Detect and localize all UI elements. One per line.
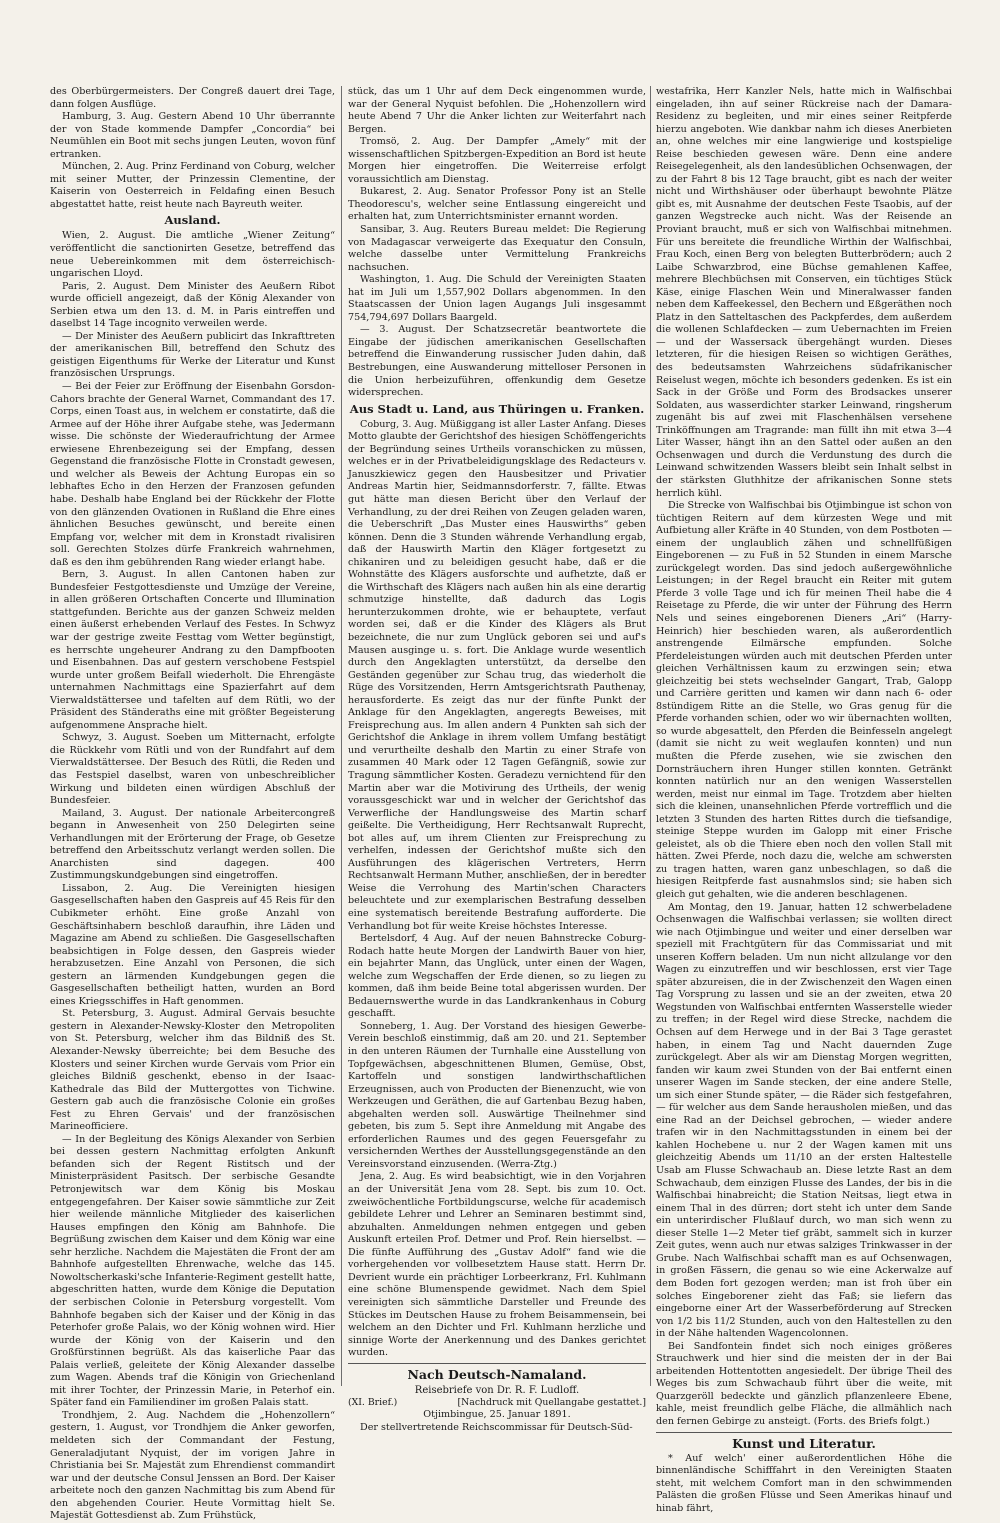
article-tromsoe: Tromsö, 2. Aug. Der Dampfer „Amely“ mit der wissenschaftlichen Spitzbergen-Expedition an Bord ist heute Morgen hier eingetroffen. Die Weiterreise erfolgt voraussichtlich am Dienstag. [348, 136, 646, 185]
feuilleton-paragraph: Die Strecke von Walfischbai bis Otjimbingue ist schon von tüchtigen Reitern auf dem kürzesten Wege und mit Aufbietung aller Kräfte in 40 Stunden, von dem Postboten — einem der unglaublich zähen und schnellfüßigen Eingeborenen — zu Fuß in 52 Stunden in einem Marsche zurückgelegt worden. Das sind jedoch außergewöhnliche Leistungen; in der Regel braucht ein Reiter mit gutem Pferde 3 volle Tage und ich für meinen Theil habe die 4 Reisetage zu Pferde, die wir unter der Führung des Herrn Nels und seines eingeborenen Dieners „Ari“ (Harry-Heinrich) hier beschieden waren, als außerordentlich anstrengende Eilmärsche empfunden. Solche Pferdeleistungen würden auch mit deutschen Pferden unter gleichen Verhältnissen kaum zu erzwingen sein; etwa gleichzeitig bei stets wechselnder Gangart, Trab, Galopp und Carrière geritten und kamen wir dann nach 6- oder 8stündigem Ritte an die Stelle, wo Gras genug für die Pferde vorhanden schien, oder wo wir übernachten wollten, so wurde abgesattelt, den Pferden die Beinfesseln angelegt (damit sie nicht zu weit weglaufen konnten) und nun mußten die Pferde zusehen, wie sie zwischen den Dornsträuchern ihren Hunger stillen konnten. Getränkt konnten natürlich nur an den wenigen Wasserstellen werden, meist nur einmal im Tage. Trotzdem aber hielten sich die kleinen, unansehnlichen Pferde vortrefflich und die letzten 3 Stunden des harten Rittes durch die tiefsandige, steinige Steppe wurden im Galopp mit einer Frische geleistet, als ob die Thiere eben noch den vollen Stall mit hätten. Zwei Pferde, noch dazu die, welche am schwersten zu tragen hatten, waren ganz unbeschlagen, so daß die hiesigen Reitpferde fast ausnahmslos sind; sie haben sich gleich gut gehalten, wie die anderen beschlagenen. [656, 500, 952, 900]
article-kunst: * Auf welch' einer außerordentlichen Höhe die binnenländische Schifffahrt in den Vereinigten Staaten steht, mit welchem Comfort man in den schwimmenden Palästen die großen Flüsse und Seen Amerikas hinauf und hinab fährt, [656, 1452, 952, 1514]
article-paragraph: — In der Begleitung des Königs Alexander von Serbien bei dessen gestern Nachmittag erfolgten Ankunft befanden sich der Regent Ristitsch und der Ministerpräsident Pasitsch. Der serbische Gesandte Petronjewitsch war dem König bis Moskau entgegengefahren. Der Kaiser sowie sämmtliche zur Zeit hier weilende männliche Mitglieder des kaiserlichen Hauses empfingen den König am Bahnhofe. Die Begrüßung zwischen dem Kaiser und dem König war eine sehr herzliche. Nachdem die Majestäten die Front der am Bahnhofe aufgestellten Ehrenwache, welche das 145. Nowoltscherkaski'sche Infanterie-Regiment gestellt hatte, abgeschritten hatten, wurde dem Könige die Deputation der serbischen Colonie in Petersburg vorgestellt. Vom Bahnhofe begaben sich der Kaiser und der König in das Peterhofer große Palais, wo der König wohnen wird. Hier wurde der König von der Kaiserin und den Großfürstinnen begrüßt. Als das kaiserliche Paar das Palais verließ, geleitete der König Alexander dasselbe zum Wagen. Abends traf die Königin von Griechenland mit ihrer Tochter, der Prinzessin Marie, in Peterhof ein. Später fand ein Familiendiner im großen Palais statt. [50, 1133, 335, 1409]
article-sansibar: Sansibar, 3. Aug. Reuters Bureau meldet: Die Regierung von Madagascar verweigerte das Exequatur den Consuln, welche dasselbe unter Vermittelung Frankreichs nachsuchen. [348, 224, 646, 273]
divider [656, 1432, 952, 1433]
column-rule-1 [341, 86, 342, 1386]
article-sonneberg: Sonneberg, 1. Aug. Der Vorstand des hiesigen Gewerbe-Verein beschloß einstimmig, daß am 20. und 21. September in den unteren Räumen der Turnhalle eine Ausstellung von Topfgewächsen, abgeschnittenen Blumen, Gemüse, Obst, Kartoffeln und sonstigen landwirthschaftlichen Erzeugnissen, auch von Producten der Bienenzucht, wie von Werkzeugen und Geräthen, die auf Gartenbau Bezug haben, abgehalten werden soll. Auswärtige Theilnehmer sind gebeten, bis zum 5. Sept ihre Anmeldung mit Angabe des erforderlichen Raumes und des gegen Feuersgefahr zu versichernden Werthes der Ausstellungsgegenstände an den Vereinsvorstand einzusenden. (Werra-Ztg.) [348, 1020, 646, 1170]
article-paragraph: — Bei der Feier zur Eröffnung der Eisenbahn Gorsdon-Cahors brachte der General Warnet, Commandant des 17. Corps, einen Toast aus, in welchem er constatirte, daß die Armee auf der Höhe ihrer Aufgabe stehe, was Jedermann wisse. Die schönste der Wiederaufrichtung der Armee erwiesene Ehrenbezeigung sei der Empfang, dessen Gegenstand die französische Flotte in Cronstadt gewesen, und welcher als Beweis der Achtung Europas ein so lebhaftes Echo in den Herzen der Franzosen gefunden habe. Deshalb habe England bei der Rückkehr der Flotte von den glänzenden Ovationen in Rußland die Ehre eines ähnlichen Besuches gewünscht, und bereite einen Empfang vor, welcher mit dem in Kronstadt rivalisiren soll. Gerechten Stolzes dürfe Frankreich wahrnehmen, daß es den ihm gebührenden Rang wieder erlangt habe. [50, 381, 335, 568]
article-bertelsdorf: Bertelsdorf, 4 Aug. Auf der neuen Bahnstrecke Coburg-Rodach hatte heute Morgen der Landwirth Bauer von hier, ein bejahrter Mann, das Unglück, unter einen der Wagen, welche zum Wegschaffen der Erde dienen, so zu liegen zu kommen, daß ihm beide Beine total abgerissen wurden. Der Bedauernswerthe wurde in das Landkrankenhaus in Coburg geschafft. [348, 933, 646, 1020]
column-rule-2 [650, 86, 651, 1386]
article-bukarest: Bukarest, 2. Aug. Senator Professor Pony ist an Stelle Theodorescu's, welcher seine Entlassung eingereicht und erhalten hat, zum Unterrichtsminister ernannt worden. [348, 186, 646, 223]
article-hamburg: Hamburg, 3. Aug. Gestern Abend 10 Uhr überrannte der von Stade kommende Dampfer „Concordia“ bei Neumühlen ein Boot mit sechs jungen Leuten, wovon fünf ertranken. [50, 111, 335, 160]
feuilleton-paragraph: Bei Sandfontein findet sich noch einiges größeres Strauchwerk und hier sind die meisten der in der Bai arbeitenden Hottentotten angesiedelt. Der übrige Theil des Weges bis zum Schwachaub führt über die weite, mit Quarzgeröll bedeckte und gänzlich pflanzenleere Ebene, kahle, meist freundlich gelbe Fläche, die allmählich nach den fernen Gebirge zu ansteigt. (Forts. des Briefs folgt.) [656, 1340, 952, 1427]
article-jena: Jena, 2. Aug. Es wird beabsichtigt, wie in den Vorjahren an der Universität Jena vom 28. Sept. bis zum 10. Oct. zweiwöchentliche Fortbildungscurse, welche für academisch gebildete Lehrer und Lehrer an Seminaren bestimmt sind, abzuhalten. Anmeldungen nehmen entgegen und geben Auskunft erteilen Prof. Detmer und Prof. Rein hierselbst. — Die fünfte Aufführung des „Gustav Adolf“ fand wie die vorhergehenden vor vollbesetztem Hause statt. Herrn Dr. Devrient wurde ein prächtiger Lorbeerkranz, Frl. Kuhlmann eine schöne Blumenspende gewidmet. Nach dem Spiel vereinigten sich sämmtliche Darsteller und Freunde des Stückes im Deutschen Hause zu frohem Beisammensein, bei welchem an den Dichter und Frl. Kuhlmann herzliche und sinnige Worte der Anerkennung und des Dankes gerichtet wurden. [348, 1171, 646, 1359]
feuilleton-paragraph: Am Montag, den 19. Januar, hatten 12 schwerbeladene Ochsenwagen die Walfischbai verlassen; sie wollten direct wie nach Otjimbingue und weiter und einer derselben war speziell mit Frachtgütern für das Commissariat und mit unseren Koffern beladen. Um nun nicht allzulange vor den Wagen zu einzutreffen und wir beschlossen, erst vier Tage später abzureisen, die in der Zwischenzeit den Wagen einen Tag Vorsprung zu lassen und sie an der zweiten, etwa 20 Wegstunden von Walfischbai entfernten Wasserstelle wieder zu treffen; in der Regel wird diese Strecke, nachdem die Ochsen auf dem Herwege und in der Bai 3 Tage gerastet haben, in einem Tag und Nacht dauernden Zuge zurückgelegt. Aber als wir am Dienstag Morgen wegritten, fanden wir kaum zwei Stunden von der Bai entfernt einen unserer Wagen im Sande stecken, der eine andere Stelle, um sich einer Stunde später, — die Räder sich festgefahren, — für welcher aus dem Sande herausholen mießen, und das eine Rad an der Deichsel gebrochen, — wieder andere trafen wir in den Nachmittagsstunden in einem bei der kahlen Hochebene u. nur 2 der Wagen kamen mit uns gleichzeitig Abends um 11/10 an der ersten Haltestelle Usab am Flusse Schwachaub an. Diese letzte Rast an dem Schwachaub, dem einzigen Flusse des Landes, der bis in die Walfischbai hinabreicht; die Station Neitsas, liegt etwa in einem Thal in des dürren; dort steht ich unter dem Sande ein unterirdischer Flußlauf durch, wo man sich wenn zu dieser Stelle 1—2 Meter tief gräbt, sammelt sich in kurzer Zeit gutes, wenn auch nur etwas salziges Trinkwasser in der Grube. Nach Walfischbai schafft man es auf Ochsenwagen, in großen Fässern, die genau so wie eine Ackerwalze auf dem Boden fort gezogen werden; man ist froh über ein solches Eingeborener zieht das Faß; sie liefern das eingeborne einer Art der Wasserbeförderung auf Strecken von 1/2 bis 11/2 Stunden, auch von den Haltestellen zu den in der Nähe haltenden Wagencolonnen. [656, 901, 952, 1340]
article-lissabon: Lissabon, 2. Aug. Die Vereinigten hiesigen Gasgesellschaften haben den Gaspreis auf 45 Reis für den Cubikmeter erhöht. Eine große Anzahl von Geschäftsinhabern beschloß daraufhin, ihre Läden und Magazine am Abend zu schließen. Die Gasgesellschaften beabsichtigen in Folge dessen, den Gaspreis wieder herabzusetzen. Eine Anzahl von Personen, die sich gestern an lärmenden Kundgebungen gegen die Gasgesellschaften betheiligt hatten, wurden an Bord eines Kriegsschiffes in Haft genommen. [50, 882, 335, 1007]
article-paragraph: — Der Minister des Aeußern publicirt das Inkrafttreten der amerikanischen Bill, betreffend den Schutz des geistigen Eigenthums für Werke der Literatur und Kunst französischen Ursprungs. [50, 330, 335, 380]
section-heading-regional: Aus Stadt u. Land, aus Thüringen u. Franken. [349, 401, 645, 416]
feuilleton-paragraph: Der stellvertretende Reichscommissar für Deutsch-Süd- [360, 1421, 633, 1433]
letter-number: (XI. Brief.) [348, 1396, 398, 1408]
dateline: Otjimbingue, 25. Januar 1891. [423, 1409, 571, 1421]
article-mailand: Mailand, 3. August. Der nationale Arbeitercongreß begann in Anwesenheit von 250 Delegirten seine Verhandlungen mit der Erörterung der Frage, ob Gesetze betreffend den Arbeitsschutz verlangt werden sollen. Die Anarchisten sind dagegen. 400 Zustimmungskundgebungen sind eingetroffen. [50, 807, 335, 882]
article-paragraph: — 3. August. Der Schatzsecretär beantwortete die Eingabe der jüdischen amerikanischen Gesellschaften betreffend die Einwanderung russischer Juden dahin, daß Bestrebungen, eine Auswanderung mittelloser Personen in die Union herbeizuführen, offenkundig dem Gesetze widersprechen. [348, 324, 646, 399]
column-3 [656, 86, 952, 1514]
article-washington: Washington, 1. Aug. Die Schuld der Vereinigten Staaten hat im Juli um 1,557,902 Dollars abgenommen. In den Staatscassen der Union lagen Augangs Juli insgesammt 754,794,697 Dollars Baargeld. [348, 274, 646, 323]
article-st-petersburg: St. Petersburg, 3. August. Admiral Gervais besuchte gestern in Alexander-Newsky-Kloster den Metropoliten von St. Petersburg, welcher ihm das Bildniß des St. Alexander-Newsky überreichte; bei dem Besuche des Klosters und seiner Kirchen wurde Gervais vom Prior ein gleiches Bildniß geschenkt, ebenso in der Isaac-Kathedrale das Bild der Muttergottes von Tichwine. Gestern gab auch die französische Colonie ein großes Fest zu Ehren Gervais' und der französischen Marineofficiere. [50, 1008, 335, 1133]
article-muenchen: München, 2. Aug. Prinz Ferdinand von Coburg, welcher mit seiner Mutter, der Prinzessin Clementine, der Kaiserin von Oesterreich in Feldafing einen Besuch abgestattet hatte, reist heute nach Bayreuth weiter. [50, 161, 335, 210]
article-paris: Paris, 2. August. Dem Minister des Aeußern Ribot wurde officiell angezeigt, daß der König Alexander von Serbien etwa um den 13. d. M. in Paris eintreffen und daselbst 14 Tage incognito verweilen werde. [50, 280, 335, 330]
divider [348, 1363, 646, 1364]
article-schwyz: Schwyz, 3. August. Soeben um Mitternacht, erfolgte die Rückkehr vom Rütli und von der Rundfahrt auf dem Vierwaldstättersee. Der Besuch des Rütli, die Reden und das Festspiel daselbst, waren von unbeschreiblicher Wirkung und bildeten einen würdigen Abschluß der Bundesfeier. [50, 732, 335, 807]
article-wien: Wien, 2. August. Die amtliche „Wiener Zeitung“ veröffentlicht die sanctionirten Gesetze, betreffend das neue Uebereinkommen mit dem österreichisch-ungarischen Lloyd. [50, 230, 335, 280]
article-coburg: Coburg, 3. Aug. Müßiggang ist aller Laster Anfang. Dieses Motto glaubte der Gerichtshof des hiesigen Schöffengerichts der Begründung seines Urtheils voranschicken zu müssen, welches er in der Privatbeleidigungsklage des Redacteurs v. Januszkiewicz gegen den Hausbesitzer und Privatier Andreas Martin hier, Seidmannsdorferstr. 7, fällte. Etwas gut hätte man diesen Bericht über den Verlauf der Verhandlung, zu der drei Reihen von Zeugen geladen waren, die Ueberschrift „Das Muster eines Hauswirths“ geben können. Denn die 3 Stunden währende Verhandlung ergab, daß der Hauswirth Martin den Kläger fortgesetzt zu chikaniren und zu beleidigen gesucht habe, daß er die Wohnstätte des Klägers ausforschte und aufhetzte, daß er die Wirthschaft des Klägers nach außen hin als eine derartig schmutzige hinstellte, daß dadurch das Logis herunterzukommen drohte, wie er behauptete, verfaut worden sei, daß er die Kinder des Klägers als Brut bezeichnete, die nur zum Unglück geboren sei und auf's Mausen ausginge u. s. fort. Die Anklage wurde wesentlich durch den Angeklagten unterstützt, da derselbe den Geständen gegenüber zur Schau trug, das wiederholt die Rüge des Vorsitzenden, Herrn Amtsgerichtsrath Pauthenay, herausforderte. Es zeigt das nur der fünfte Punkt der Anklage für den Angeklagten, angeregts Beweises, mit Freisprechung aus. Im allen andern 4 Punkten sah sich der Gerichtshof die Anklage in ihrem vollem Umfang bestätigt und verurtheilte deshalb den Martin zu einer Strafe von zusammen 40 Mark oder 12 Tagen Gefängniß, sowie zur Tragung sämmtlicher Kosten. Geradezu vernichtend für den Martin aber war die Motivirung des Urtheils, der wenig voraussgeschickt war und in welcher der Gerichtshof das Verwerfliche der Handlungsweise des Martin scharf geißelte. Die Vertheidigung, Herr Rechtsanwalt Ruprecht, bot alles auf, um ihrem Clienten zur Freisprechung zu verhelfen, indessen der Gerichtshof mußte sich den Ausführungen des klägerischen Vertreters, Herrn Rechtsanwalt Hermann Muther, anschließen, der in beredter Weise die Verrohung des Martin'schen Characters beleuchtete und zur exemplarischen Bestrafung desselben eine systematisch bereitende Bestrafung aufforderte. Die Verhandlung bot für weite Kreise höchstes Interesse. [348, 418, 646, 932]
article-paragraph: des Oberbürgermeisters. Der Congreß dauert drei Tage, dann folgen Ausflüge. [50, 86, 335, 110]
article-paragraph: stück, das um 1 Uhr auf dem Deck eingenommen wurde, war der General Nyquist befohlen. Die „Hohenzollern wird heute Abend 7 Uhr die Anker lichten zur Weiterfahrt nach Bergen. [348, 86, 646, 135]
feuilleton-subtitle: Reisebriefe von Dr. R. F. Ludloff. [414, 1384, 580, 1396]
feuilleton-meta [348, 1397, 646, 1410]
article-trondhjem: Trondhjem, 2. Aug. Nachdem die „Hohenzollern“ gestern, 1. August, vor Trondhjem die Anker geworfen, meldeten sich der Commandant der Festung, Generaladjutant Nyquist, der im vorigen Jahre in Christiania bei Sr. Majestät zum Ehrendienst commandirt war und der deutsche Consul Jenssen an Bord. Der Kaiser arbeitete noch den ganzen Nachmittag bis zum Abend für den abgehenden Courier. Heute Vormittag hielt Se. Majestät Gottesdienst ab. Zum Frühstück, [50, 1409, 335, 1522]
article-bern: Bern, 3. August. In allen Cantonen haben zur Bundesfeier Festgottesdienste und Umzüge der Vereine, in allen größeren Ortschaften Concerte und Illumination stattgefunden. Berichte aus der ganzen Schweiz melden einen äußerst erhebenden Verlauf des Festes. In Schwyz war der gestrige zweite Festtag vom Wetter begünstigt, es herrschte ungeheurer Andrang zu den Dampfbooten und Eisenbahnen. Das auf gestern verschobene Festspiel wurde unter großem Beifall wiederholt. Die Ehrengäste unternahmen Nachmittags eine Spazierfahrt auf dem Vierwaldstättersee und tafelten auf dem Rütli, wo der Präsident des Ständeraths eine mit größter Begeisterung aufgenommene Ansprache hielt. [50, 569, 335, 731]
column-1 [50, 86, 335, 1522]
section-heading-ausland: Ausland. [164, 213, 221, 228]
section-heading-kunst: Kunst und Literatur. [732, 1435, 876, 1451]
feuilleton-paragraph: westafrika, Herr Kanzler Nels, hatte mich in Walfischbai eingeladen, ihn auf seiner Rückreise nach der Damara-Residenz zu begleiten, und mir eines seiner Reitpferde hierzu angeboten. Wie dankbar nahm ich dieses Anerbieten an, ohne welches mir eine langwierige und kostspielige Reise beschieden gewesen wäre. Denn eine andere Reisegelegenheit, als den landesüblichen Ochsenwagen, der zu der Fahrt 8 bis 12 Tage braucht, gibt es nach der weiter nicht und Wirthshäuser oder überhaupt bewohnte Plätze gibt es, mit Ausnahme der deutschen Feste Tsaobis, auf der ganzen Wegstrecke auch nicht. Was der Reisende an Proviant braucht, muß er sich von Walfischbai mitnehmen. Für uns bereitete die freundliche Wirthin der Walfischbai, Frau Koch, einen Berg von belegten Butterbrödern; auch 2 Laibe Schwarzbrod, eine Büchse gemahlenen Kaffee, mehrere Blechbüchsen mit Conserven, ein tüchtiges Stück Käse, einige Flaschen Wein und Mineralwasser fanden neben dem Kaffeekessel, den Bechern und Eßgeräthen noch Platz in den Satteltaschen des Packpferdes, dem außerdem die wollenen Schlafdecken — zum Uebernachten im Freien — und der Wassersack übergehängt wurden. Dieses letzteren, für die hiesigen Reisen so wichtigen Geräthes, des bedeutsamsten Wahrzeichens südafrikanischer Reiselust wegen, möchte ich besonders gedenken. Es ist ein Sack in der Größe und Form des Brodsackes unserer Soldaten, aus wasserdichter starker Leinwand, ringsherum zugenäht bis auf zwei mit Flaschenhälsen versehene Trinköffnungen am Tragrande: man füllt ihn mit etwa 3—4 Liter Wasser, hängt ihn an den Sattel oder außen an den Ochsenwagen und durch die Verdunstung des durch die Leinwand schwitzenden Wassers bleibt sein Inhalt selbst in der stärksten Gluthhitze der afrikanischen Sonne stets herrlich kühl. [656, 86, 952, 499]
column-2 [348, 86, 646, 1433]
feuilleton-title: Nach Deutsch-Namaland. [407, 1366, 587, 1382]
reprint-note: [Nachdruck mit Quellangabe gestattet.] [457, 1396, 646, 1408]
